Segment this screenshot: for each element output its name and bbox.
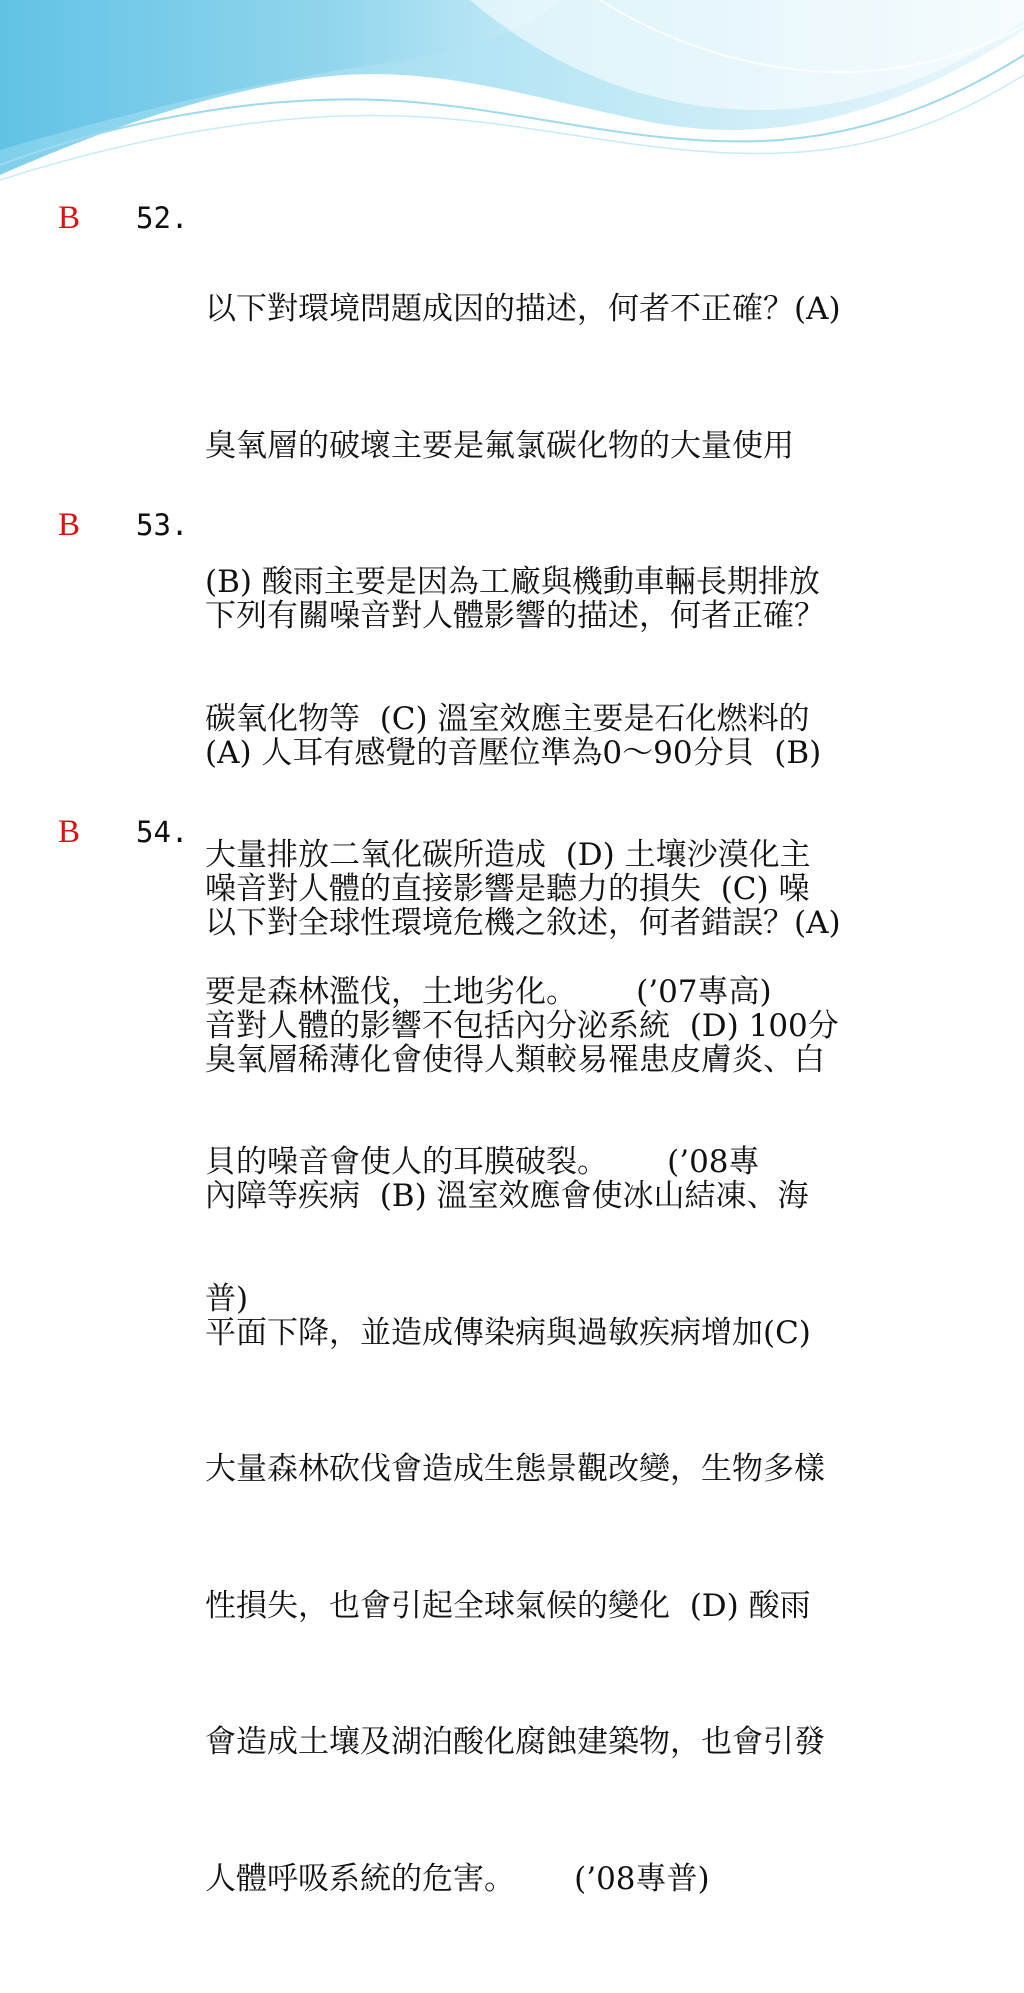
question-line: 碳氧化物等 (C) 溫室效應主要是石化燃料的 bbox=[205, 700, 810, 737]
question-line: 下列有關噪音對人體影響的描述，何者正確？ bbox=[205, 598, 825, 634]
question-line: 臭氧層稀薄化會使得人類較易罹患皮膚炎、白 bbox=[205, 1041, 825, 1078]
question-line: 性損失，也會引起全球氣候的變化 (D) 酸雨 bbox=[205, 1587, 811, 1624]
question-line: 貝的噪音會使人的耳膜破裂。 (’08專 bbox=[205, 1144, 760, 1180]
question-line: 噪音對人體的直接影響是聽力的損失 (C) 噪 bbox=[205, 871, 810, 907]
question-line: 臭氧層的破壞主要是氟氯碳化物的大量使用 bbox=[205, 427, 794, 464]
question-line: 以下對環境問題成因的描述，何者不正確？(A) bbox=[205, 291, 841, 327]
question-line: 以下對全球性環境危機之敘述，何者錯誤？(A) bbox=[205, 905, 841, 941]
question-line: (B) 酸雨主要是因為工廠與機動車輛長期排放 bbox=[205, 564, 820, 600]
question-number: 54. bbox=[136, 815, 189, 849]
question-line: 要是森林濫伐，土地劣化。 (’07專高) bbox=[205, 973, 772, 1010]
answer-label: B bbox=[58, 814, 81, 850]
question-text bbox=[205, 810, 995, 1993]
question-line: 內障等疾病 (B) 溫室效應會使冰山結凍、海 bbox=[205, 1178, 809, 1214]
question-line: 平面下降，並造成傳染病與過敏疾病增加(C) bbox=[205, 1314, 811, 1351]
question-line: 音對人體的影響不包括內分泌系統 (D) 100分 bbox=[205, 1007, 839, 1044]
question-line: 大量森林砍伐會造成生態景觀改變，生物多樣 bbox=[205, 1451, 825, 1487]
header-wave-decoration bbox=[0, 0, 1024, 200]
question-line: 人體呼吸系統的危害。 (’08專普) bbox=[205, 1860, 710, 1897]
question-line: 大量排放二氧化碳所造成 (D) 土壤沙漠化主 bbox=[205, 837, 811, 873]
question-number: 52. bbox=[136, 201, 189, 235]
question-line: 普) bbox=[205, 1280, 249, 1317]
answer-label: B bbox=[58, 200, 81, 236]
question-line: (A) 人耳有感覺的音壓位準為0～90分貝 (B) bbox=[205, 734, 822, 771]
question-line: 會造成土壤及湖泊酸化腐蝕建築物，也會引發 bbox=[205, 1724, 825, 1760]
answer-label: B bbox=[58, 507, 81, 543]
question-number: 53. bbox=[136, 508, 189, 542]
